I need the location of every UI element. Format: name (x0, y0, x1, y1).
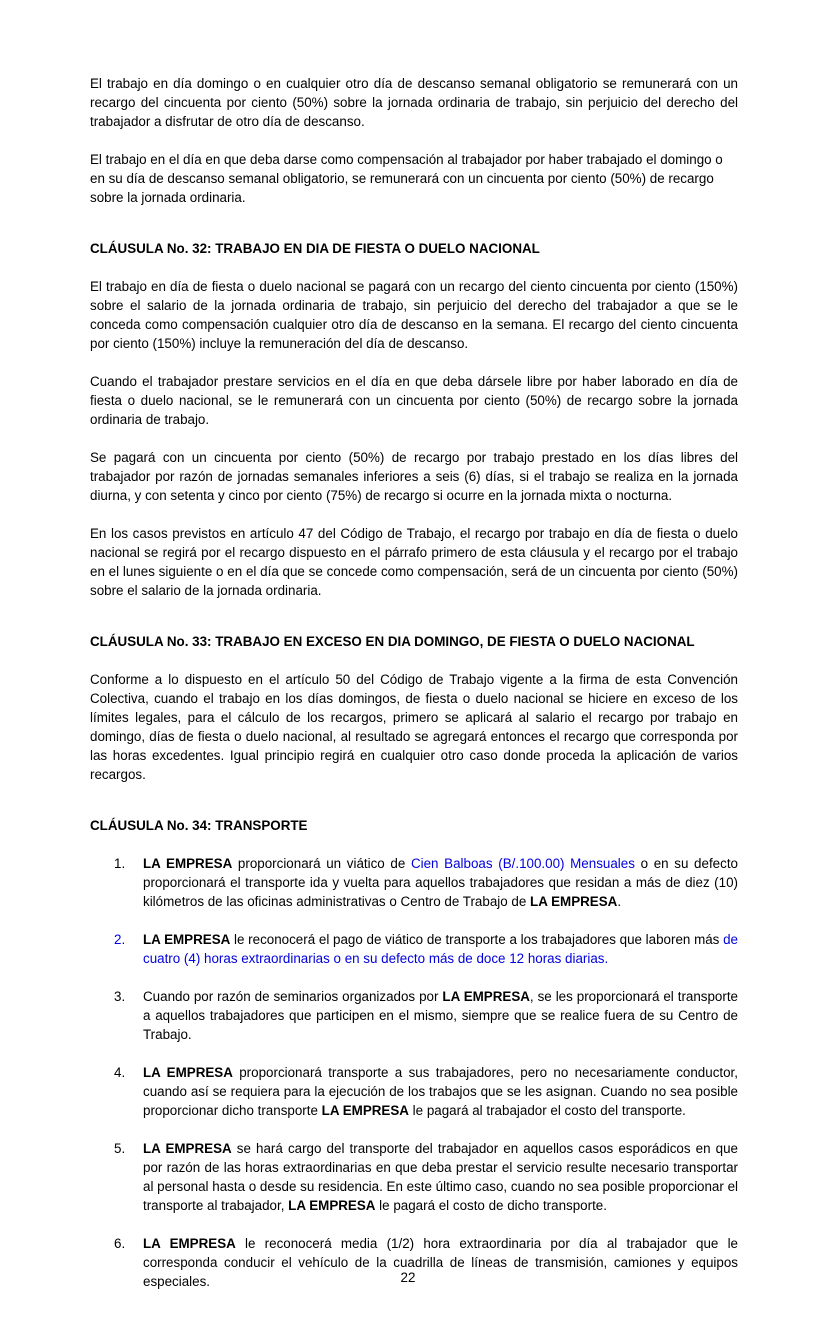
transport-item-5 (90, 1139, 738, 1215)
company-name: LA EMPRESA (442, 989, 530, 1004)
clause-34-heading: CLÁUSULA No. 34: TRANSPORTE (90, 818, 308, 833)
company-name: LA EMPRESA (530, 894, 618, 909)
item-number: 5. (114, 1141, 126, 1156)
clause-32-heading: CLÁUSULA No. 32: TRABAJO EN DIA DE FIESTA O DUELO NACIONAL (90, 241, 540, 256)
highlighted-amount: Cien Balboas (B/.100.00) Mensuales (410, 856, 635, 871)
company-name: LA EMPRESA (321, 1103, 409, 1118)
company-name: LA EMPRESA (143, 1236, 236, 1251)
clause-32-paragraph-4: En los casos previstos en artículo 47 del Código de Trabajo, el recargo por trabajo en día de fiesta o duelo nacional se regirá por el recargo dispuesto en el párrafo primero de esta cláusula y el recargo por el trabajo en el lunes siguiente o en el día que se concede como compensación, será de un cincuenta por ciento (50%) sobre el salario de la jornada ordinaria. (90, 526, 738, 598)
company-name: LA EMPRESA (143, 1065, 233, 1080)
item-number: 1. (114, 856, 126, 871)
clause-32-paragraph-1: El trabajo en día de fiesta o duelo nacional se pagará con un recargo del ciento cincuenta por ciento (150%) sobre el salario de la jornada ordinaria de trabajo, sin perjuicio del derecho del trabajador a que se le conceda como compensación cualquier otro día de descanso en la semana. El recargo del ciento cincuenta por ciento (150%) incluye la remuneración del día de descanso. (90, 279, 738, 351)
paragraph-sunday-work: El trabajo en día domingo o en cualquier otro día de descanso semanal obligatorio se remunerará con un recargo del cincuenta por ciento (50%) sobre la jornada ordinaria de trabajo, sin perjuicio del derecho del trabajador a disfrutar de otro día de descanso. (90, 76, 738, 129)
item-number: 2. (114, 932, 126, 947)
item-text: LA EMPRESA proporcionará transporte a sus trabajadores, pero no necesariamente conductor, cuando así se requiera para la ejecución de los trabajos que se les asignan. Cuando no sea posible proporcionar dicho transporte LA EMPRESA le pagará al trabajador el costo del transporte. (143, 1065, 738, 1118)
item-text: LA EMPRESA le reconocerá el pago de viático de transporte a los trabajadores que laboren más de cuatro (4) horas extraordinarias o en su defecto más de doce 12 horas diarias. (143, 932, 738, 966)
clause-32-paragraph-3: Se pagará con un cincuenta por ciento (50%) de recargo por trabajo prestado en los días libres del trabajador por razón de jornadas semanales inferiores a seis (6) días, si el trabajo se realiza en la jornada diurna, y con setenta y cinco por ciento (75%) de recargo si ocurre en la jornada mixta o nocturna. (90, 450, 738, 503)
transport-item-4 (90, 1063, 738, 1120)
item-text: Cuando por razón de seminarios organizados por LA EMPRESA, se les proporcionará el transporte a aquellos trabajadores que participen en el mismo, siempre que se realice fuera de su Centro de Trabajo. (143, 989, 739, 1042)
paragraph-compensation-day: El trabajo en el día en que deba darse como compensación al trabajador por haber trabajado el domingo o en su día de descanso semanal obligatorio, se remunerará con un cincuenta por ciento (50%) de recargo sobre la jornada ordinaria. (90, 152, 723, 205)
transport-item-3 (90, 987, 738, 1044)
company-name: LA EMPRESA (143, 856, 233, 871)
clause-33-paragraph-1: Conforme a lo dispuesto en el artículo 50 del Código de Trabajo vigente a la firma de esta Convención Colectiva, cuando el trabajo en los días domingos, de fiesta o duelo nacional se hiciere en exceso de los límites legales, para el cálculo de los recargos, primero se aplicará al salario el recargo por trabajo en domingo, días de fiesta o duelo nacional, al resultado se agregará entonces el recargo que corresponda por las horas excedentes. Igual principio regirá en cualquier otro caso donde proceda la aplicación de varios recargos. (90, 672, 738, 782)
item-number: 4. (114, 1065, 126, 1080)
item-number: 3. (114, 989, 126, 1004)
page-number: 22 (400, 1270, 416, 1285)
item-text: LA EMPRESA le reconocerá media (1/2) hora extraordinaria por día al trabajador que le corresponda conducir el vehículo de la cuadrilla de líneas de transmisión, camiones y equipos especiales. (143, 1236, 738, 1289)
company-name: LA EMPRESA (288, 1198, 376, 1213)
item-text: LA EMPRESA se hará cargo del transporte del trabajador en aquellos casos esporádicos en que por razón de las horas extraordinarias en que deba prestar el servicio resulte necesario transportar al personal hasta o desde su residencia. En este último caso, cuando no sea posible proporcionar el transporte al trabajador, LA EMPRESA le pagará el costo de dicho transporte. (143, 1141, 739, 1213)
company-name: LA EMPRESA (143, 932, 231, 947)
highlighted-hours: de cuatro (4) horas extraordinarias o en su defecto más de doce 12 horas diarias. (143, 932, 738, 966)
transport-item-2 (90, 930, 738, 968)
clause-33-heading: CLÁUSULA No. 33: TRABAJO EN EXCESO EN DIA DOMINGO, DE FIESTA O DUELO NACIONAL (90, 634, 695, 649)
document-content (90, 74, 738, 1310)
company-name: LA EMPRESA (143, 1141, 232, 1156)
item-number: 6. (114, 1236, 126, 1251)
transport-item-1 (90, 854, 738, 911)
item-text: LA EMPRESA proporcionará un viático de Cien Balboas (B/.100.00) Mensuales o en su defecto proporcionará el transporte ida y vuelta para aquellos trabajadores que residan a más de diez (10) kilómetros de las oficinas administrativas o Centro de Trabajo de LA EMPRESA. (143, 856, 738, 909)
clause-32-paragraph-2: Cuando el trabajador prestare servicios en el día en que deba dársele libre por haber laborado en día de fiesta o duelo nacional, se le remunerará con un cincuenta por ciento (50%) de recargo sobre la jornada ordinaria de trabajo. (90, 374, 738, 427)
